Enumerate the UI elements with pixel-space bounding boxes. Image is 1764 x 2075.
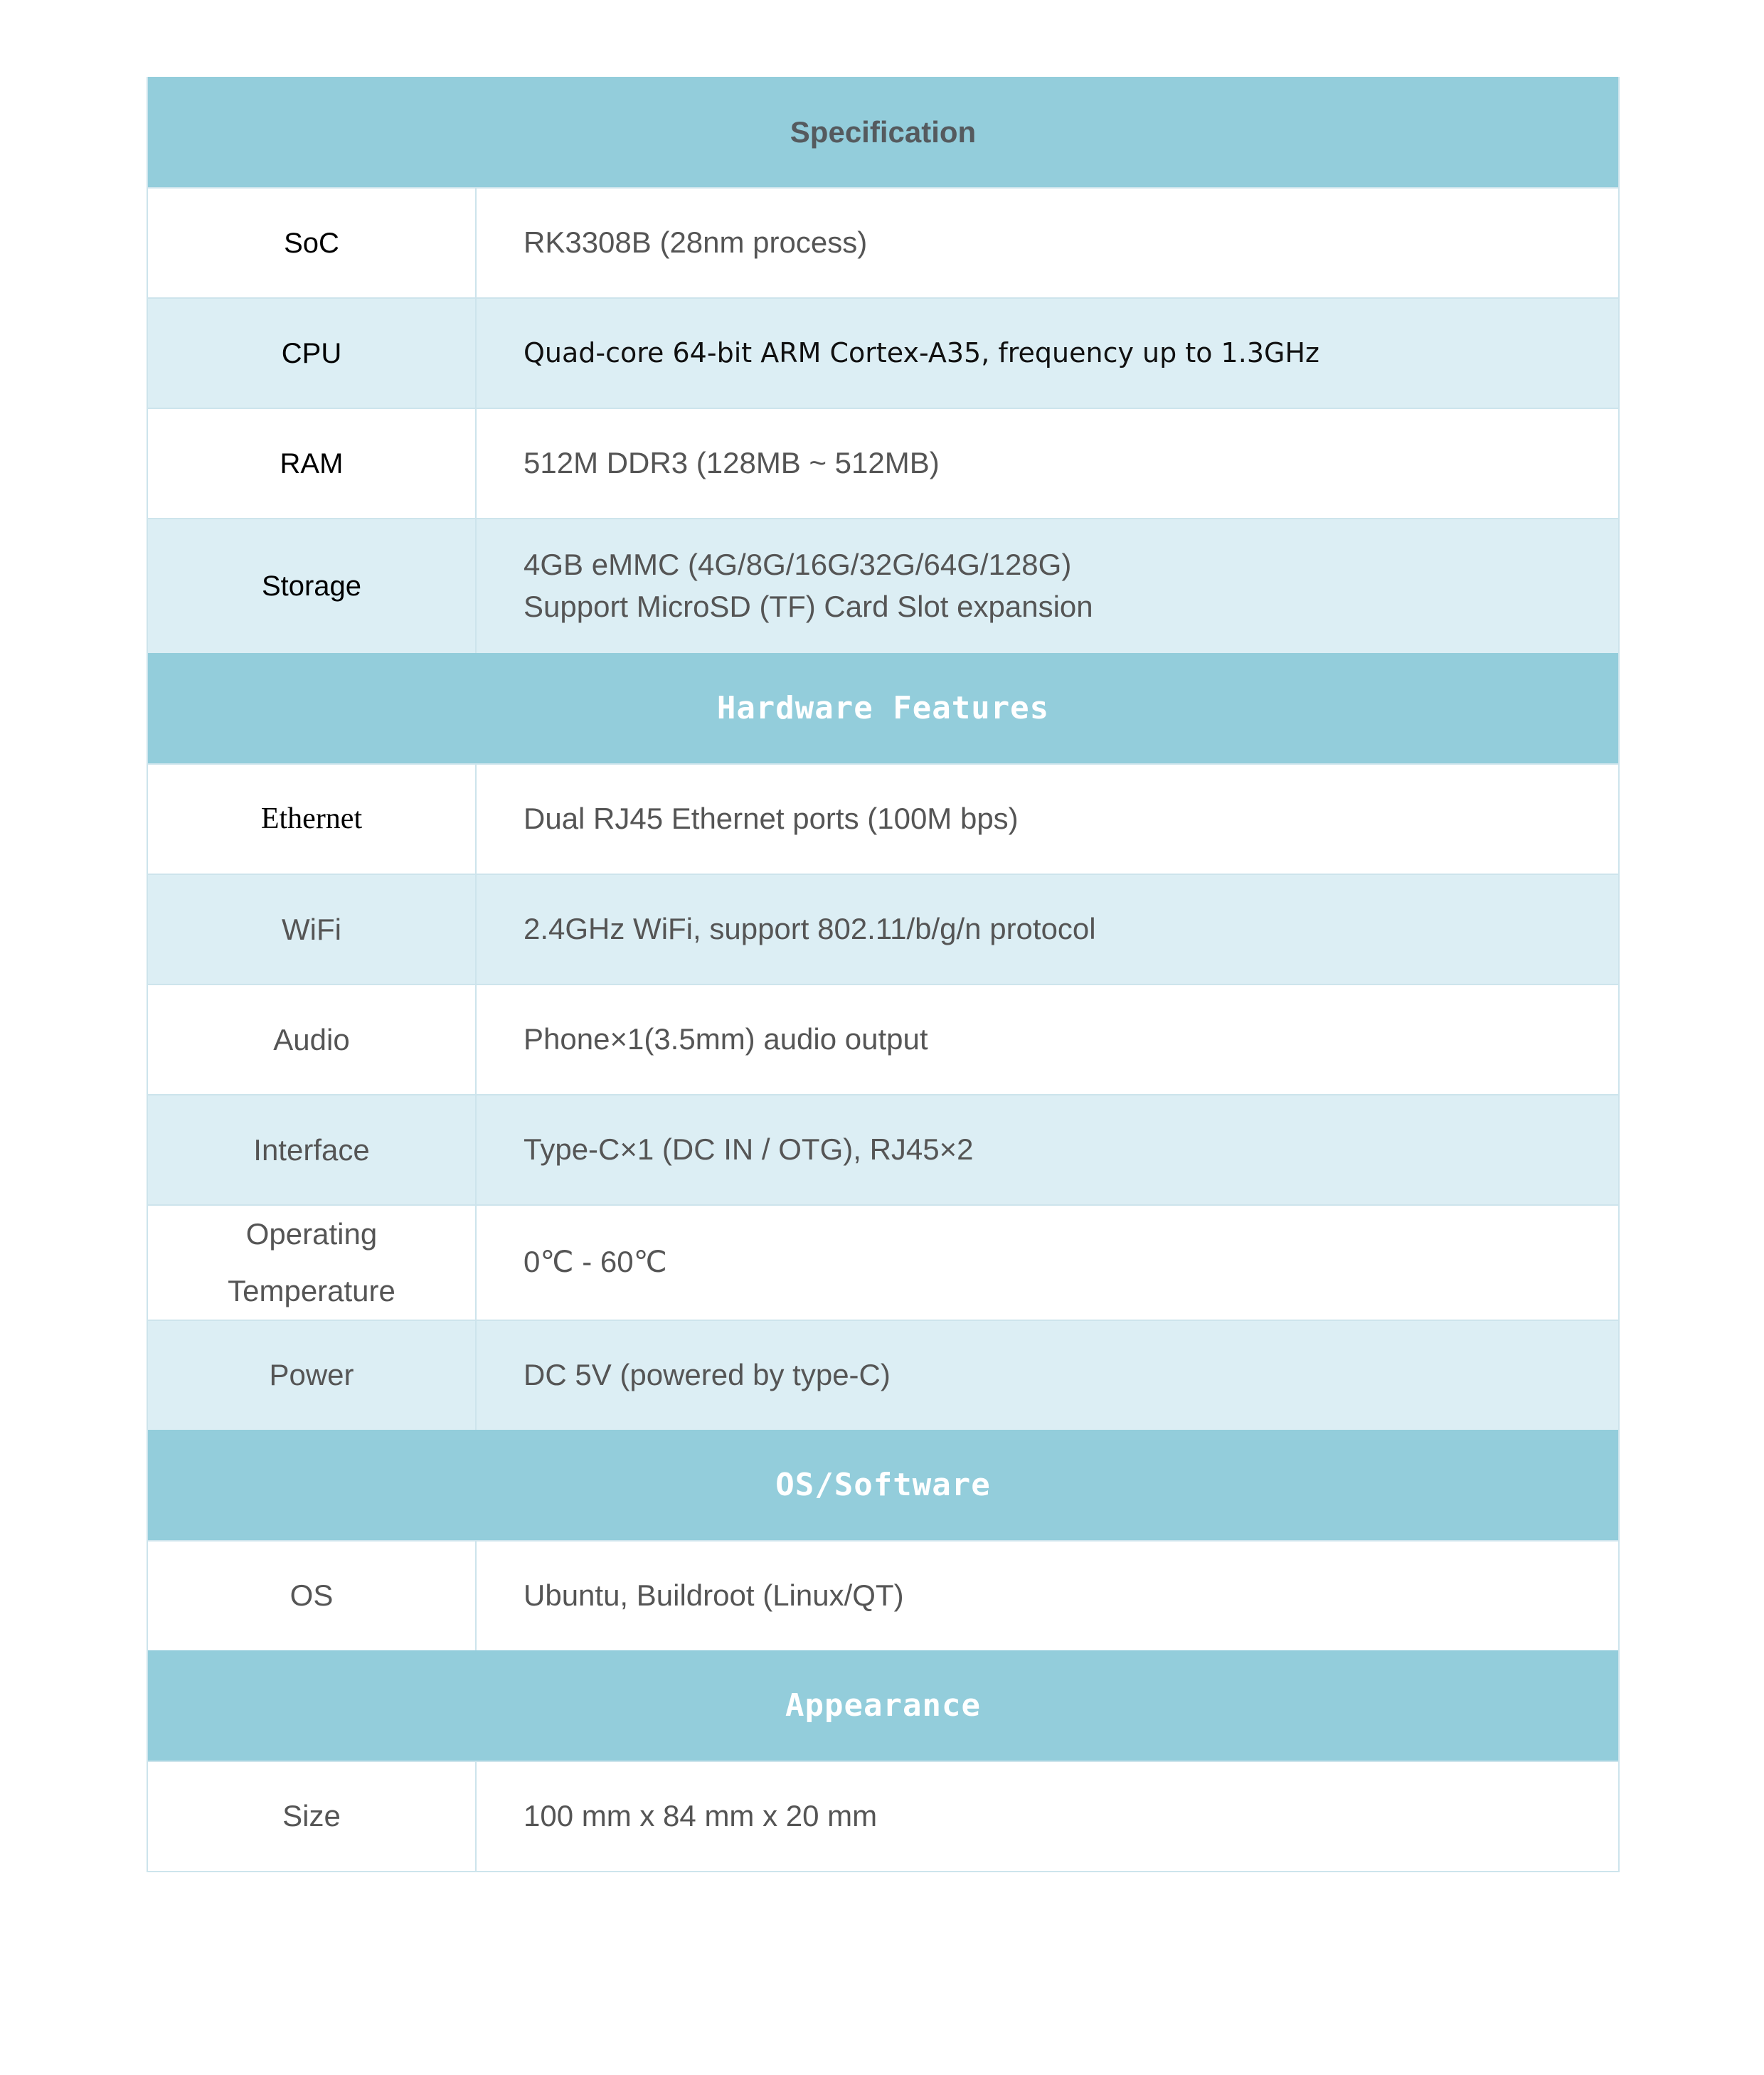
row-label: Audio: [147, 985, 476, 1095]
row-value: 512M DDR3 (128MB ~ 512MB): [476, 408, 1619, 519]
row-label: WiFi: [147, 874, 476, 985]
row-value-line: Support MicroSD (TF) Card Slot expansion: [524, 590, 1093, 623]
section-header-specification: [147, 77, 1619, 188]
table-row-audio: [147, 985, 1619, 1095]
table-row-interface: [147, 1095, 1619, 1205]
table-row-wifi: [147, 874, 1619, 985]
row-label: OS: [147, 1541, 476, 1650]
row-label: Ethernet: [147, 764, 476, 874]
section-header-os: [147, 1430, 1619, 1541]
row-value: 0℃ - 60℃: [476, 1205, 1619, 1320]
table-row-ethernet: [147, 764, 1619, 874]
row-value: RK3308B (28nm process): [476, 188, 1619, 298]
section-title: Specification: [790, 115, 977, 149]
table-row-storage: [147, 519, 1619, 653]
row-label: Power: [147, 1320, 476, 1430]
row-value: [476, 519, 1619, 653]
table-row-cpu: [147, 298, 1619, 408]
section-title: Appearance: [785, 1687, 981, 1724]
row-label-line: Temperature: [228, 1273, 395, 1307]
row-label: [147, 1205, 476, 1320]
row-label-line: Operating: [245, 1217, 378, 1251]
row-label: Interface: [147, 1095, 476, 1205]
section-title: OS/Software: [775, 1466, 991, 1503]
row-label: Size: [147, 1761, 476, 1872]
row-value: Ubuntu, Buildroot (Linux/QT): [476, 1541, 1619, 1650]
section-header-appearance: [147, 1650, 1619, 1761]
row-value: Phone×1(3.5mm) audio output: [476, 985, 1619, 1095]
row-value: Dual RJ45 Ethernet ports (100M bps): [476, 764, 1619, 874]
table-row-ram: [147, 408, 1619, 519]
row-label: RAM: [147, 408, 476, 519]
section-title: Hardware Features: [716, 690, 1050, 726]
spec-table: [147, 77, 1620, 1872]
row-label: CPU: [147, 298, 476, 408]
row-value: DC 5V (powered by type-C): [476, 1320, 1619, 1430]
row-label: SoC: [147, 188, 476, 298]
row-value: 100 mm x 84 mm x 20 mm: [476, 1761, 1619, 1872]
table-row-os: [147, 1541, 1619, 1650]
row-value: 2.4GHz WiFi, support 802.11/b/g/n protocol: [476, 874, 1619, 985]
row-label: Storage: [147, 519, 476, 653]
table-row-size: [147, 1761, 1619, 1872]
table-row-power: [147, 1320, 1619, 1430]
row-value: Type-C×1 (DC IN / OTG), RJ45×2: [476, 1095, 1619, 1205]
table-row-soc: [147, 188, 1619, 298]
section-header-hardware: [147, 653, 1619, 764]
table-row-temperature: [147, 1205, 1619, 1320]
row-value: Quad-core 64-bit ARM Cortex-A35, frequency up to 1.3GHz: [476, 298, 1619, 408]
row-value-line: 4GB eMMC (4G/8G/16G/32G/64G/128G): [524, 548, 1072, 582]
